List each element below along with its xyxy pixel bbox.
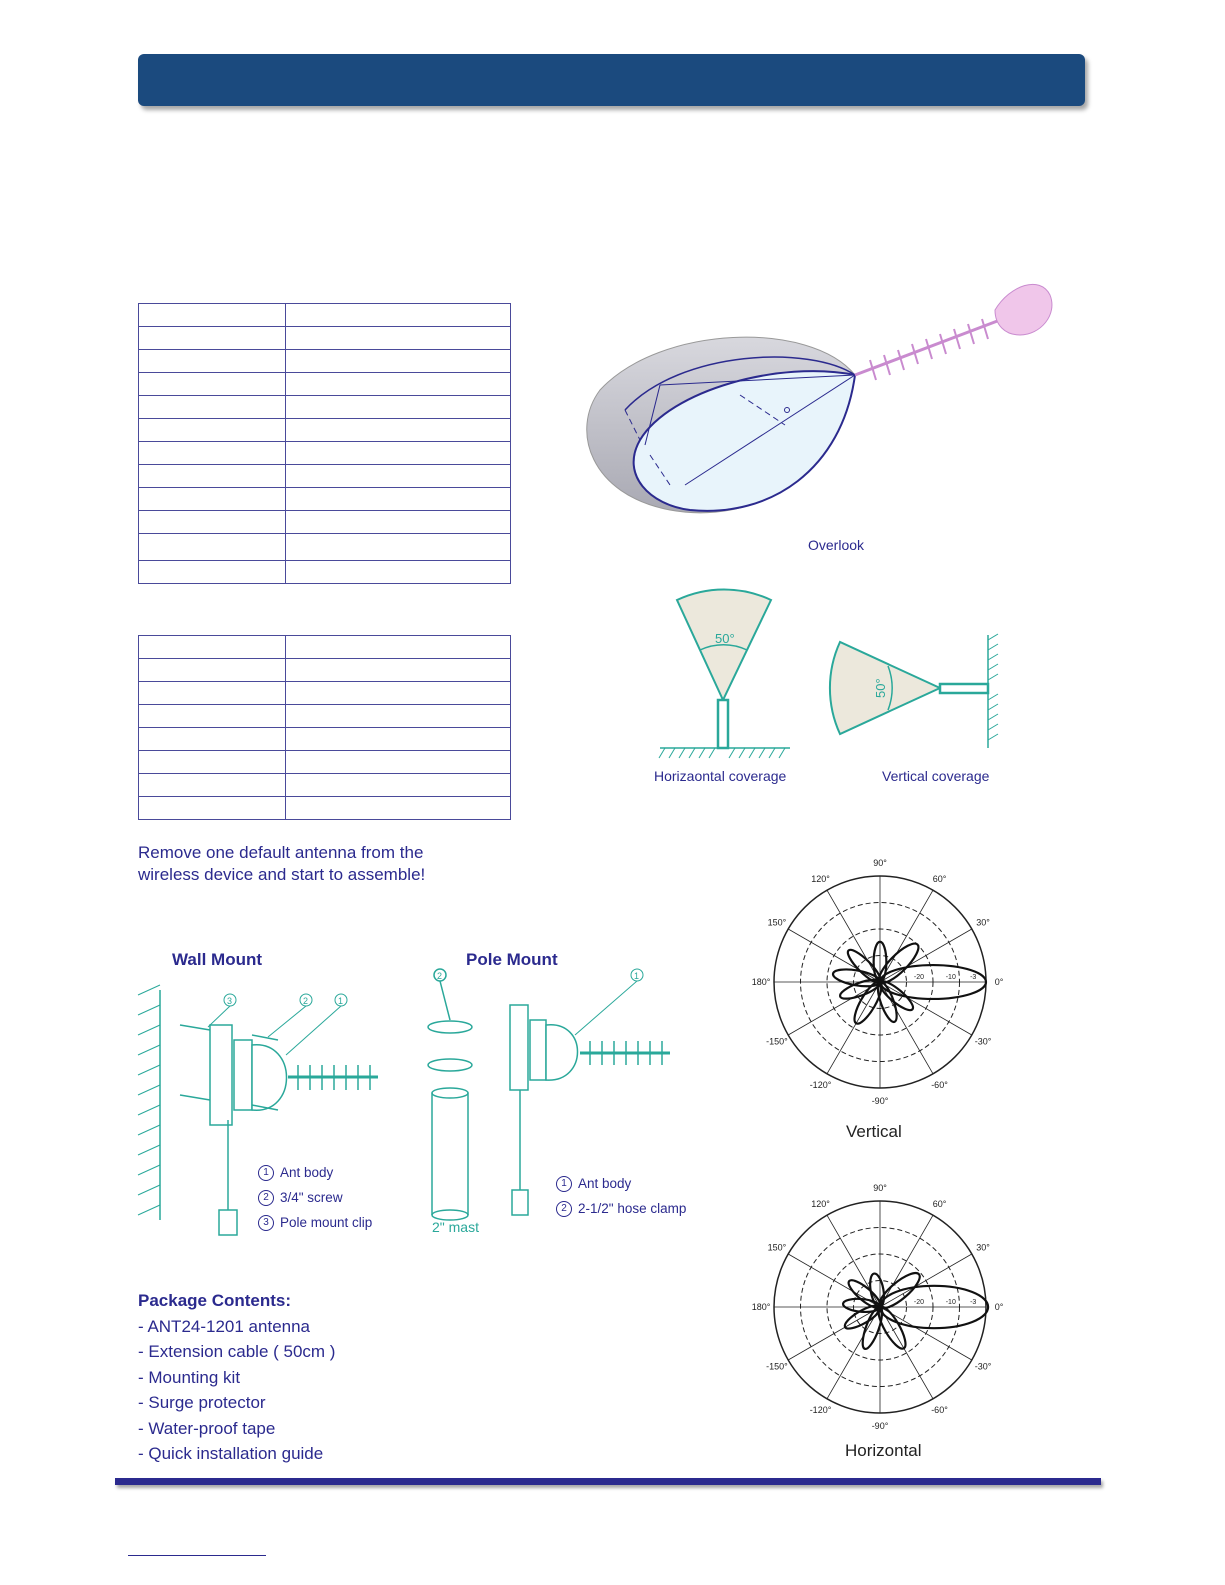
polar-angle-label: 180° bbox=[751, 977, 771, 987]
vertical-angle-label: 50° bbox=[873, 678, 888, 698]
polar-ring-label: -20 bbox=[913, 1299, 925, 1306]
polar-ring-label: -3 bbox=[970, 974, 977, 981]
polar-angle-label: -150° bbox=[766, 1036, 788, 1047]
vertical-coverage-caption: Vertical coverage bbox=[882, 768, 990, 784]
package-item: - Surge protector bbox=[138, 1393, 266, 1412]
pattern-lobe bbox=[838, 976, 882, 1002]
polar-angle-label: 60° bbox=[932, 1198, 947, 1209]
overlook-caption: Overlook bbox=[808, 537, 865, 553]
footer-bar bbox=[115, 1478, 1101, 1485]
pole-mount-title: Pole Mount bbox=[466, 950, 558, 969]
polar-angle-label: -60° bbox=[931, 1405, 948, 1416]
polar-angle-label: 0° bbox=[994, 977, 1004, 987]
polar-angle-label: -30° bbox=[974, 1036, 992, 1047]
polar-ring-label: -20 bbox=[913, 974, 925, 981]
svg-text:2: 2 bbox=[303, 996, 309, 1006]
horizontal-polar-pattern bbox=[751, 1183, 1004, 1431]
horizontal-coverage-diagram bbox=[655, 595, 795, 765]
vertical-polar-pattern bbox=[751, 858, 1004, 1106]
header-banner bbox=[138, 54, 1085, 106]
vertical-polar-caption: Vertical bbox=[846, 1122, 902, 1141]
svg-text:1: 1 bbox=[338, 996, 344, 1006]
polar-angle-label: -60° bbox=[931, 1080, 948, 1091]
vertical-coverage-diagram bbox=[830, 630, 1010, 755]
pole-mount-legend bbox=[556, 1171, 686, 1221]
horizontal-angle-label: 50° bbox=[715, 631, 735, 646]
polar-angle-label: -30° bbox=[974, 1361, 992, 1372]
polar-angle-label: -120° bbox=[809, 1405, 832, 1416]
polar-angle-label: 30° bbox=[976, 1242, 990, 1253]
footer-link-underline bbox=[128, 1555, 266, 1556]
horizontal-coverage-caption: Horizaontal coverage bbox=[654, 768, 787, 784]
wall-mount-legend bbox=[258, 1160, 372, 1235]
wall-legend-item-3: 3 Pole mount clip bbox=[258, 1210, 372, 1235]
package-item: - Quick installation guide bbox=[138, 1444, 324, 1463]
polar-ring-label: -10 bbox=[945, 1299, 956, 1306]
polar-angle-label: -120° bbox=[809, 1080, 832, 1091]
spec-table-electrical bbox=[138, 303, 511, 584]
package-item: - Water-proof tape bbox=[138, 1418, 276, 1438]
svg-text:1: 1 bbox=[634, 971, 640, 981]
package-heading: Package Contents: bbox=[138, 1291, 292, 1310]
pole-legend-item-2: 2 2-1/2" hose clamp bbox=[556, 1196, 686, 1221]
package-contents bbox=[138, 1288, 335, 1467]
polar-angle-label: 120° bbox=[811, 1198, 830, 1209]
polar-angle-label: 30° bbox=[976, 917, 990, 928]
polar-angle-label: 90° bbox=[873, 1183, 887, 1193]
polar-angle-label: 120° bbox=[811, 873, 830, 884]
polar-angle-label: 150° bbox=[767, 1242, 787, 1253]
mast-label: 2" mast bbox=[432, 1219, 479, 1235]
remove-antenna-instruction: Remove one default antenna from the wireless device and start to assemble! bbox=[138, 843, 426, 884]
polar-angle-label: 60° bbox=[932, 873, 947, 884]
svg-text:3: 3 bbox=[227, 996, 233, 1006]
polar-angle-label: 0° bbox=[994, 1302, 1004, 1312]
polar-angle-label: 90° bbox=[873, 858, 887, 868]
wall-legend-item-1: 1 Ant body bbox=[258, 1160, 372, 1185]
wall-legend-item-2: 2 3/4" screw bbox=[258, 1185, 372, 1210]
spec-table-mechanical bbox=[138, 635, 511, 820]
polar-ring-label: -3 bbox=[970, 1299, 977, 1306]
polar-angle-label: 150° bbox=[767, 917, 787, 928]
svg-text:2: 2 bbox=[437, 971, 443, 981]
polar-angle-label: -90° bbox=[871, 1096, 889, 1106]
package-item: - ANT24-1201 antenna bbox=[138, 1316, 311, 1336]
wall-mount-title: Wall Mount bbox=[172, 950, 263, 969]
overlook-illustration bbox=[580, 280, 1070, 530]
package-item: - Mounting kit bbox=[138, 1367, 241, 1387]
polar-angle-label: -150° bbox=[766, 1361, 788, 1372]
horizontal-polar-caption: Horizontal bbox=[845, 1441, 922, 1460]
package-item: - Extension cable ( 50cm ) bbox=[138, 1342, 336, 1361]
polar-angle-label: 180° bbox=[751, 1302, 771, 1312]
polar-angle-label: -90° bbox=[871, 1421, 889, 1431]
polar-ring-label: -10 bbox=[945, 974, 956, 981]
pole-legend-item-1: 1 Ant body bbox=[556, 1171, 686, 1196]
